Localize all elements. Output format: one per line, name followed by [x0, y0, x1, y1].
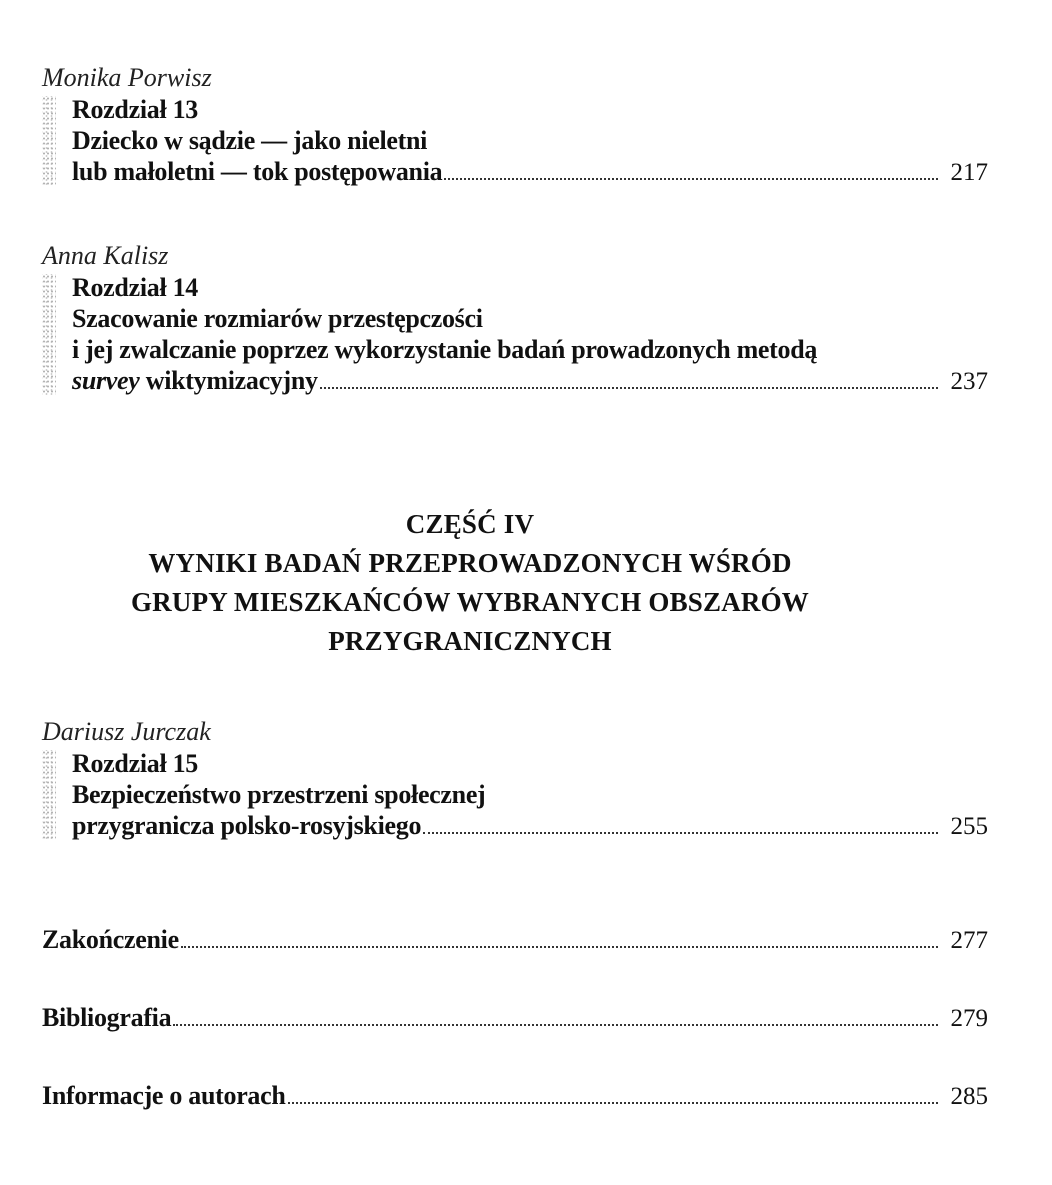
scan-speckle-mark — [42, 274, 56, 395]
scan-speckle-mark — [42, 96, 56, 186]
entry-label: Bibliografia — [42, 1003, 172, 1032]
chapter-block — [42, 272, 988, 397]
dot-leader — [444, 177, 938, 180]
toc-entry-informacje-o-autorach — [42, 1080, 988, 1112]
chapter-title-line: i jej zwalczanie poprzez wykorzystanie badań prowadzonych metodą — [72, 335, 818, 364]
author-name: Dariusz Jurczak — [42, 717, 211, 746]
part-title-line: PRZYGRANICZNYCH — [328, 626, 612, 656]
chapter-block — [42, 748, 988, 842]
chapter-title-last-line — [72, 365, 988, 397]
entry-label: Zakończenie — [42, 925, 179, 954]
toc-entry-chapter-13 — [42, 62, 988, 188]
toc-entry-chapter-14 — [42, 240, 988, 397]
page-number: 255 — [950, 813, 988, 840]
scan-speckle-mark — [42, 750, 56, 840]
dot-leader — [288, 1101, 938, 1104]
page-number: 237 — [950, 368, 988, 395]
dot-leader — [423, 831, 938, 834]
chapter-title-line: Szacowanie rozmiarów przestępczości — [72, 304, 483, 333]
toc-entry-bibliografia — [42, 1002, 988, 1034]
chapter-number: Rozdział 14 — [72, 273, 198, 302]
italic-term: survey — [72, 366, 140, 395]
toc-line — [42, 924, 988, 956]
page-number: 217 — [950, 159, 988, 186]
part-title-line: GRUPY MIESZKAŃCÓW WYBRANYCH OBSZARÓW — [130, 587, 810, 617]
chapter-block — [42, 94, 988, 188]
chapter-title-line: Dziecko w sądzie — jako nieletni — [72, 126, 428, 155]
chapter-number: Rozdział 15 — [72, 749, 198, 778]
page-number: 285 — [950, 1083, 988, 1110]
chapter-number: Rozdział 13 — [72, 95, 198, 124]
chapter-title-line: Bezpieczeństwo przestrzeni społecznej — [72, 780, 486, 809]
chapter-title-text: lub małoletni — tok postępowania — [72, 157, 443, 186]
toc-line — [42, 1002, 988, 1034]
chapter-title-text — [72, 365, 318, 396]
dot-leader — [320, 386, 938, 389]
chapter-title-last-line — [72, 156, 988, 188]
dot-leader — [181, 945, 938, 948]
toc-entry-zakonczenie — [42, 924, 988, 956]
author-name: Anna Kalisz — [42, 241, 169, 270]
part-title-line: WYNIKI BADAŃ PRZEPROWADZONYCH WŚRÓD — [148, 548, 792, 578]
chapter-title-text: przygranicza polsko-rosyjskiego — [72, 811, 422, 840]
dot-leader — [173, 1023, 938, 1026]
chapter-title-tail: wiktymizacyjny — [139, 366, 318, 395]
chapter-title-last-line — [72, 810, 988, 842]
page-number: 277 — [950, 927, 988, 954]
entry-label: Informacje o autorach — [42, 1081, 286, 1110]
part-number: CZĘŚĆ IV — [405, 509, 535, 539]
toc-line — [42, 1080, 988, 1112]
toc-entry-chapter-15 — [42, 716, 988, 842]
author-name: Monika Porwisz — [42, 63, 212, 92]
page-number: 279 — [950, 1005, 988, 1032]
part-heading — [60, 505, 880, 661]
